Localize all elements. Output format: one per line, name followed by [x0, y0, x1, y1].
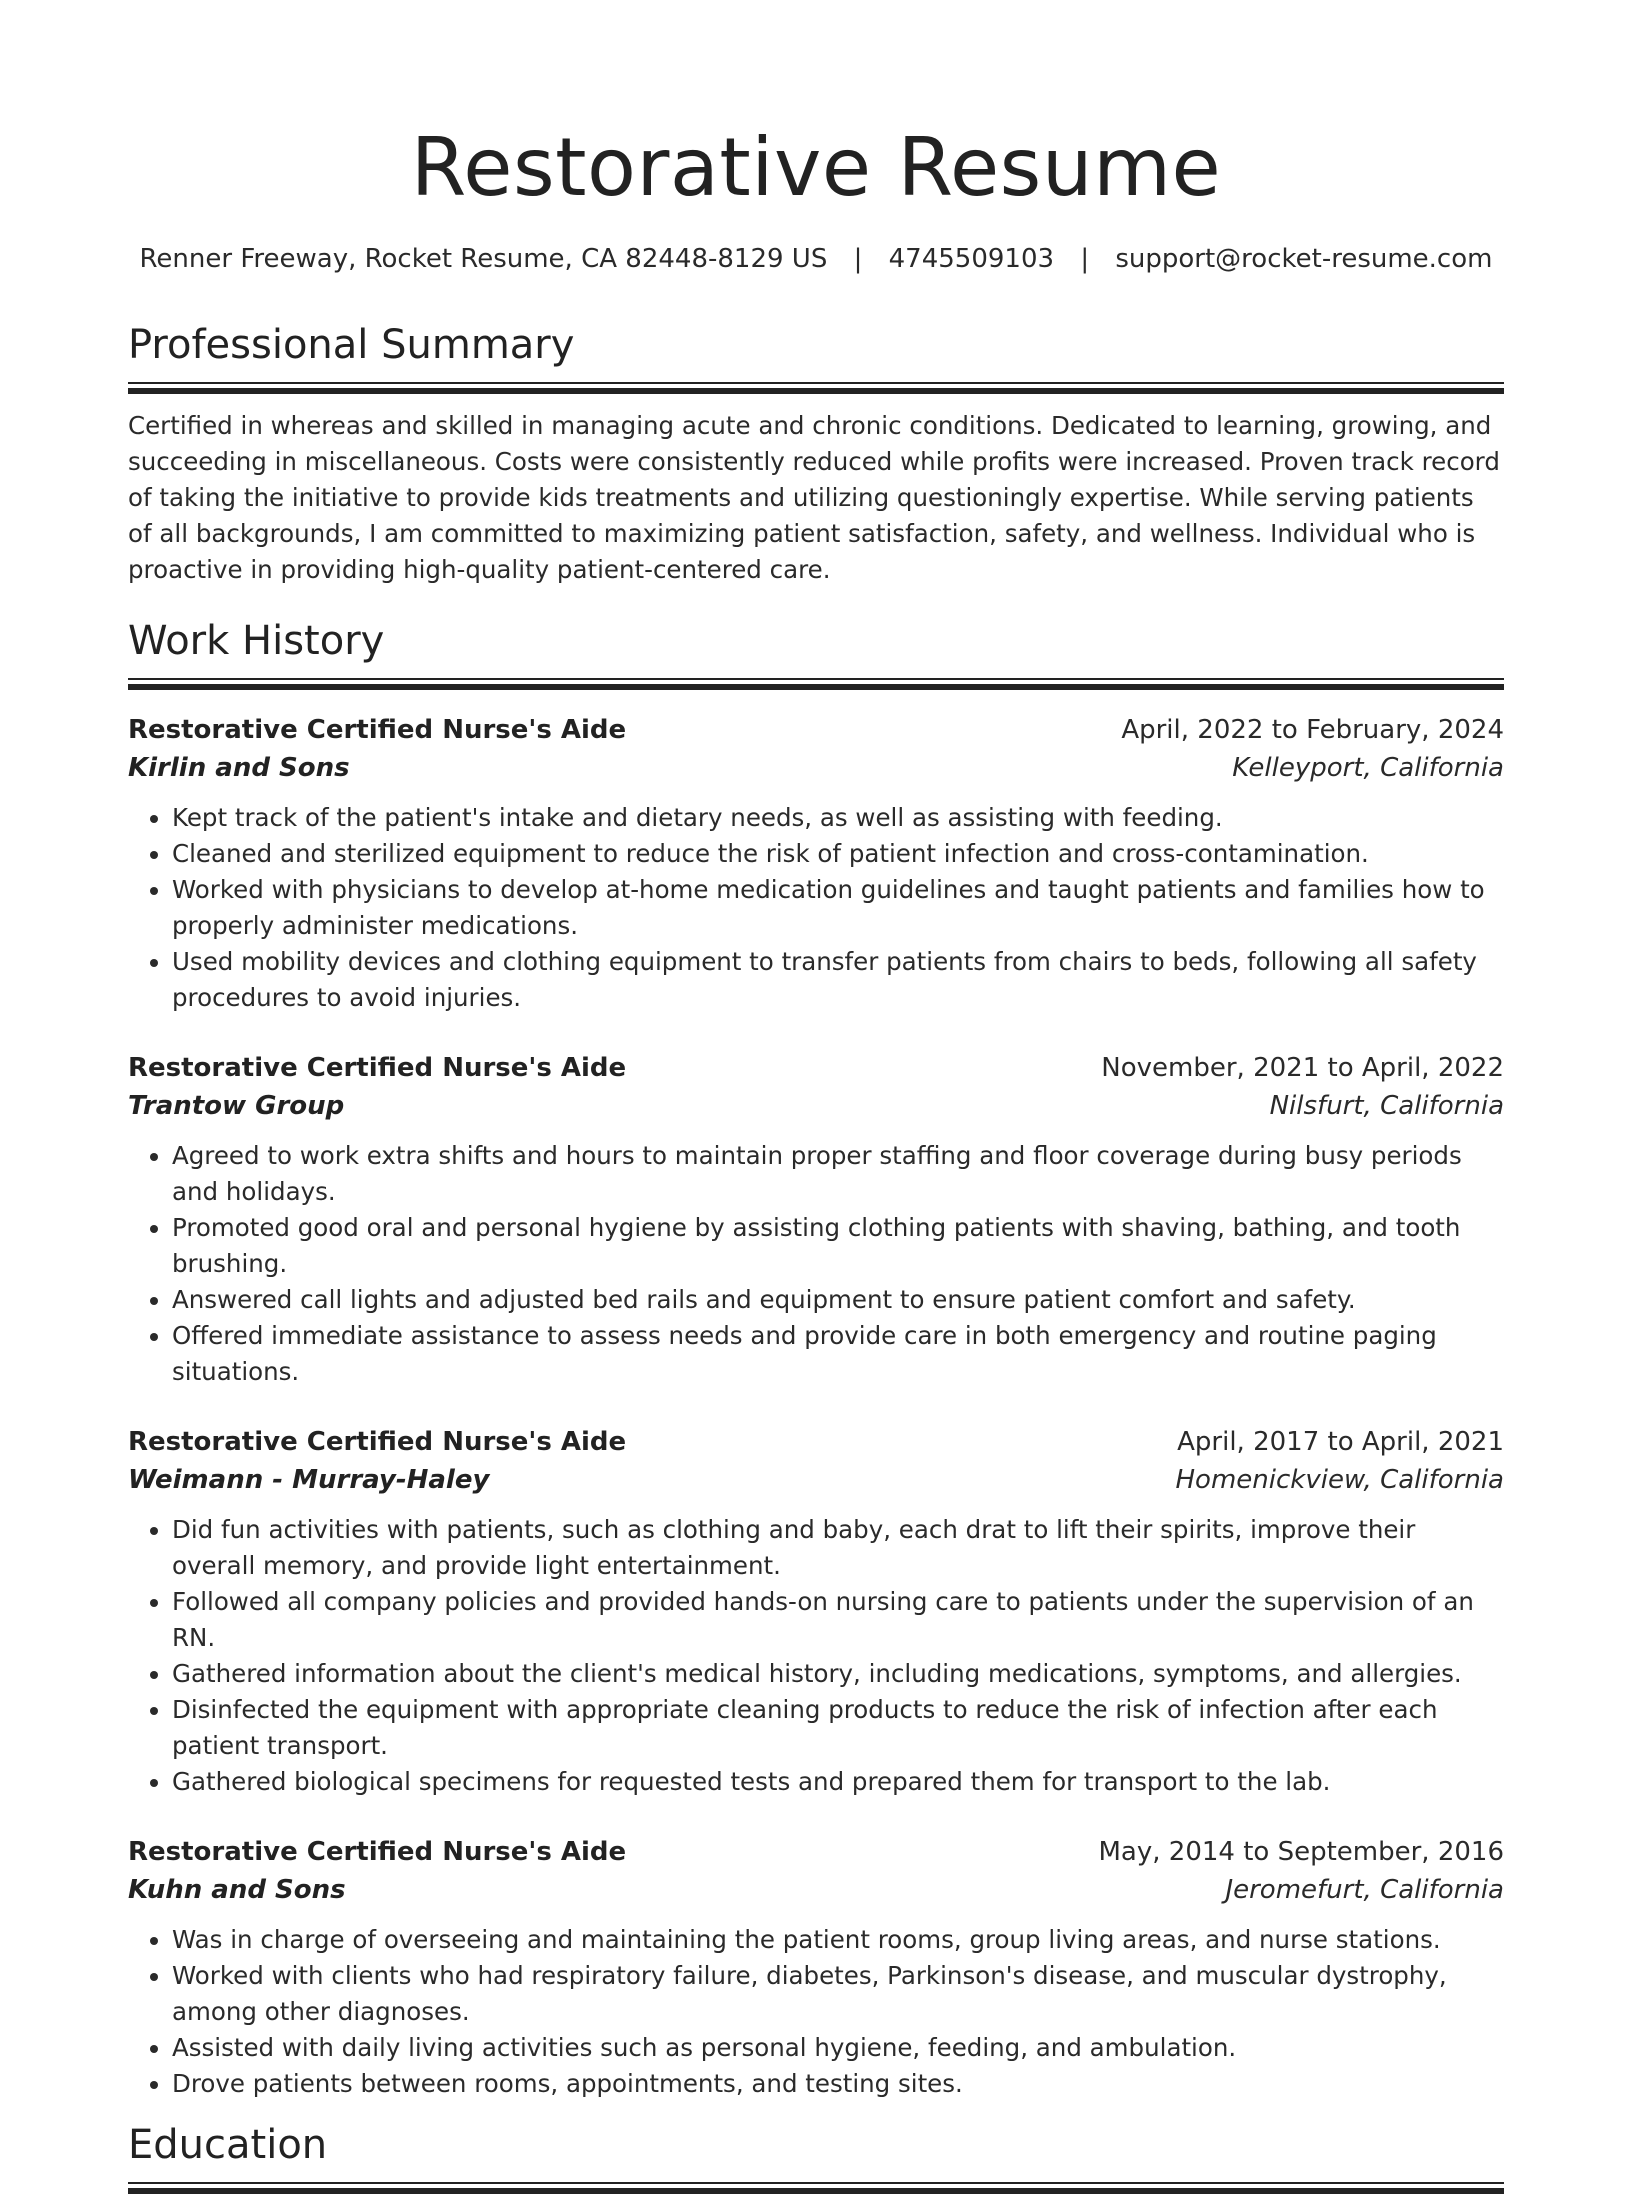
job-bullet-list — [128, 1512, 1504, 1800]
job-location: Jeromefurt, California — [1225, 1875, 1504, 1905]
job-bullet: • Gathered information about the client's medical history, including medications, symptoms, and allergies. — [172, 1656, 1504, 1692]
job-entry — [128, 712, 1504, 1016]
contact-line — [128, 242, 1504, 276]
job-title: Restorative Certified Nurse's Aide — [128, 715, 627, 745]
section-heading-work-history: Work History — [128, 618, 385, 664]
job-header-row — [128, 1424, 1504, 1460]
summary-text: Certified in whereas and skilled in managing acute and chronic conditions. Dedicated to learning, growing, and succeeding in miscellaneous. Costs were consistently reduced while profits were increased. Proven track record of taking the initiative to provide kids treatments and utilizing questioningly expertise. While serving patients of all backgrounds, I am committed to maximizing patient satisfaction, safety, and wellness. Individual who is proactive in providing high-quality patient-centered care. — [128, 411, 1500, 584]
job-bullet: • Cleaned and sterilized equipment to reduce the risk of patient infection and cross-contamination. — [172, 836, 1504, 872]
work-history-section — [128, 616, 1504, 2102]
job-location: Kelleyport, California — [1232, 753, 1504, 783]
job-company-row — [128, 1086, 1504, 1126]
section-heading-education: Education — [128, 2122, 328, 2168]
job-bullet: • Kept track of the patient's intake and dietary needs, as well as assisting with feeding. — [172, 800, 1504, 836]
job-company-row — [128, 1460, 1504, 1500]
contact-separator: | — [853, 244, 863, 274]
job-bullet: • Disinfected the equipment with appropriate cleaning products to reduce the risk of infection after each patient transport. — [172, 1692, 1504, 1764]
job-bullet: • Used mobility devices and clothing equipment to transfer patients from chairs to beds, following all safety procedures to avoid injuries. — [172, 944, 1504, 1016]
job-location: Nilsfurt, California — [1269, 1091, 1504, 1121]
job-title: Restorative Certified Nurse's Aide — [128, 1427, 627, 1457]
job-bullet: • Drove patients between rooms, appointments, and testing sites. — [172, 2066, 1504, 2102]
contact-address: Renner Freeway, Rocket Resume, CA 82448-8129 US — [139, 244, 828, 274]
job-header-row — [128, 1834, 1504, 1870]
job-dates: April, 2017 to April, 2021 — [1177, 1427, 1504, 1457]
job-dates: April, 2022 to February, 2024 — [1121, 715, 1504, 745]
job-bullet: • Assisted with daily living activities such as personal hygiene, feeding, and ambulation. — [172, 2030, 1504, 2066]
education-section — [128, 2120, 1504, 2194]
job-bullet-list — [128, 1138, 1504, 1390]
job-bullet: • Followed all company policies and provided hands-on nursing care to patients under the supervision of an RN. — [172, 1584, 1504, 1656]
job-title: Restorative Certified Nurse's Aide — [128, 1837, 627, 1867]
job-company: Trantow Group — [128, 1091, 345, 1121]
job-bullet: • Promoted good oral and personal hygiene by assisting clothing patients with shaving, bathing, and tooth brushing. — [172, 1210, 1504, 1282]
job-company: Weimann - Murray-Haley — [128, 1465, 490, 1495]
job-dates: November, 2021 to April, 2022 — [1101, 1053, 1504, 1083]
job-entry — [128, 1834, 1504, 2102]
job-location: Homenickview, California — [1175, 1465, 1504, 1495]
job-header-row — [128, 712, 1504, 748]
job-dates: May, 2014 to September, 2016 — [1098, 1837, 1504, 1867]
job-company-row — [128, 748, 1504, 788]
resume-title: Restorative Resume — [410, 121, 1222, 214]
job-bullet-list — [128, 1922, 1504, 2102]
job-entry — [128, 1424, 1504, 1800]
job-bullet-list — [128, 800, 1504, 1016]
section-divider — [128, 2182, 1504, 2194]
job-bullet: • Offered immediate assistance to assess needs and provide care in both emergency and routine paging situations. — [172, 1318, 1504, 1390]
job-bullet: • Was in charge of overseeing and maintaining the patient rooms, group living areas, and nurse stations. — [172, 1922, 1504, 1958]
job-bullet: • Gathered biological specimens for requested tests and prepared them for transport to the lab. — [172, 1764, 1504, 1800]
job-company-row — [128, 1870, 1504, 1910]
job-entry — [128, 1050, 1504, 1390]
job-bullet: • Agreed to work extra shifts and hours to maintain proper staffing and floor coverage during busy periods and holidays. — [172, 1138, 1504, 1210]
contact-email: support@rocket-resume.com — [1115, 244, 1493, 274]
section-divider — [128, 678, 1504, 690]
job-bullet: • Answered call lights and adjusted bed rails and equipment to ensure patient comfort and safety. — [172, 1282, 1504, 1318]
job-bullet: • Worked with clients who had respiratory failure, diabetes, Parkinson's disease, and muscular dystrophy, among other diagnoses. — [172, 1958, 1504, 2030]
job-company: Kuhn and Sons — [128, 1875, 346, 1905]
job-title: Restorative Certified Nurse's Aide — [128, 1053, 627, 1083]
job-header-row — [128, 1050, 1504, 1086]
job-bullet: • Did fun activities with patients, such as clothing and baby, each drat to lift their spirits, improve their overall memory, and provide light entertainment. — [172, 1512, 1504, 1584]
section-divider — [128, 382, 1504, 394]
job-bullet: • Worked with physicians to develop at-home medication guidelines and taught patients and families how to properly administer medications. — [172, 872, 1504, 944]
job-company: Kirlin and Sons — [128, 753, 350, 783]
contact-phone: 4745509103 — [888, 244, 1055, 274]
section-heading-summary: Professional Summary — [128, 322, 575, 368]
contact-separator: | — [1080, 244, 1090, 274]
professional-summary-section — [128, 320, 1504, 588]
